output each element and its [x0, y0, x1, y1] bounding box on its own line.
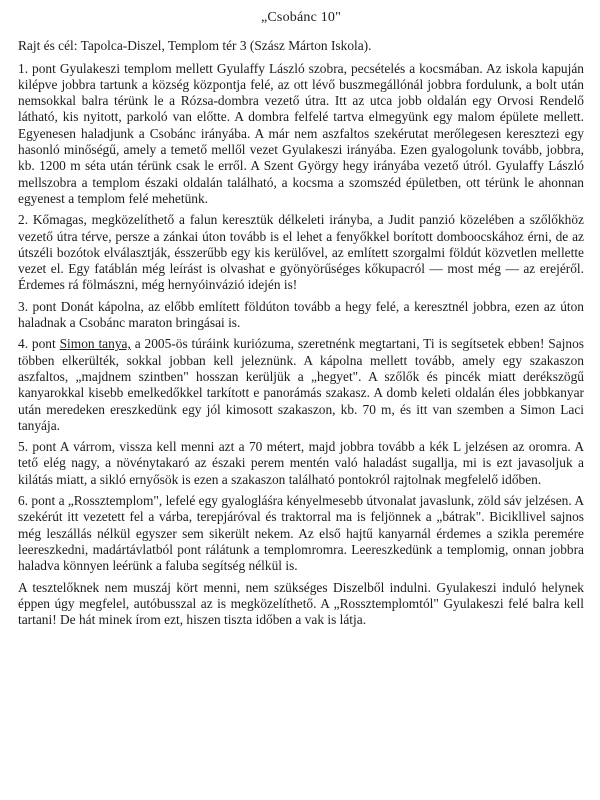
paragraph-4-prefix: 4. pont	[18, 336, 60, 352]
paragraph-7: A tesztelőknek nem muszáj kört menni, nem szükséges Diszelből indulni. Gyulakeszi induló helynek éppen úgy megfelel, autóbusszal az is megközelíthető. A „Rossztemplomtól" Gyulakeszi felé balra kell tartani! De hát minek írom ezt, hiszen tiszta időben a vak is látja.	[18, 579, 584, 628]
paragraph-2: 2. Kőmagas, megközelíthető a falun keresztük délkeleti irányba, a Judit panzió közelében a szőlőkhöz vezető útra térve, persze a zánkai úton tovább is el lehet a fenyőkkel borított domboocskához érni, de az útszéli bozótok elválasztják, ésszerűbb egy kis kerülővel, az említett szorgalmi földút közvetlen mellette vezet el. Egy fatáblán még leírást is olvashat e gyönyörűséges kőkupacról — most még — az erejéről. Érdemes rá fölmászni, még hernyóinvázió idején is!	[18, 212, 584, 293]
paragraph-6: 6. pont a „Rossztemplom", lefelé egy gyalogláśra kényelmesebb útvonalat javaslunk, zöld sáv jelzésen. A szekérút itt vezetett fel a várba, terepjáróval és traktorral ma is feljönnek a „bátrak". Bicikllivel sajnos még leszállás nélkül egyszer sem sikerült nekem. Az első hajtű kanyarnál érdemes a szikla peremére leereszkedni, madártávlatból pont rálátunk a templomromra. Leereszkedünk a templomig, onnan jobbra haladva könnyen leérünk a faluba segítség nélkül is.	[18, 493, 584, 574]
paragraph-3: 3. pont Donát kápolna, az előbb említett földúton tovább a hegy felé, a keresztnél jobbra, ezen az úton haladnak a Csobánc maraton bringásai is.	[18, 298, 584, 331]
paragraph-4	[18, 336, 584, 434]
paragraph-5: 5. pont A várrom, vissza kell menni azt a 70 métert, majd jobbra tovább a kék L jelzésen az oromra. A tető elég nagy, a növénytakaró az északi perem mentén való haladást sugallja, mi is ezt javasoljuk a kilátás miatt, a sikló ernyősök is ezen a szakaszon található pontokról rajtolnak megfelelő időben.	[18, 439, 584, 487]
document-page	[18, 10, 584, 633]
paragraph-4-text: a 2005-ös túráink kuriózuma, szeretnénk megtartani, Ti is segítsetek ebben! Sajnos többen elkerülték, sokkal jobban kell jeleznünk. A kápolna mellett tovább, amely egy szakaszon aszfaltos, „majdnem szintben" hosszan kerüljük a „hegyet". A szőlők és pincék miatt derékszögű kanyarokkal kisebb emelkedőkkel tarkított e panorámás szakasz. A domb keleti oldalán éles jobbkanyar után meredeken ereszkedünk egy jól kimosott szakaszon, kb. 70 m, és itt van szemben a Simon Laci tanyája.	[18, 336, 584, 433]
document-title: „Csobánc 10"	[260, 10, 342, 25]
start-finish-line: Rajt és cél: Tapolca-Diszel, Templom tér 3 (Szász Márton Iskola).	[18, 38, 372, 54]
simon-tanya-underlined: Simon tanya,	[59, 336, 131, 352]
paragraph-1: 1. pont Gyulakeszi templom mellett Gyulaffy László szobra, pecsételés a kocsmában. Az iskola kapuján kilépve jobbra tartunk a község központja felé, az ott lévő buszmegállónál jobbra fordulunk, a bolt után nemsokkal balra térünk le a Rózsa-dombra vezető útra. Itt az utca jobb oldalán egy Orvosi Rendelő látható, kis nyitott, parkoló van előtte. A dombra felfelé tartva elmegyünk egy malom épülete mellett. Egyenesen haladjunk a Csobánc irányába. A már nem aszfaltos szekérutat merőlegesen keresztezi egy hasonló minőségű, amely a temető mellől vezet Gyulakeszi irányába. Ezen gyalogolunk tovább, jobbra, kb. 1200 m séta után térünk csak le erről. A Szent György hegy irányába vezető útról. Gyulaffy László mellszobra a templom északi oldalán található, a kocsma a szomszéd épületben, ott térünk le ahonnan egyenest a templom felé mehetünk.	[18, 60, 584, 206]
